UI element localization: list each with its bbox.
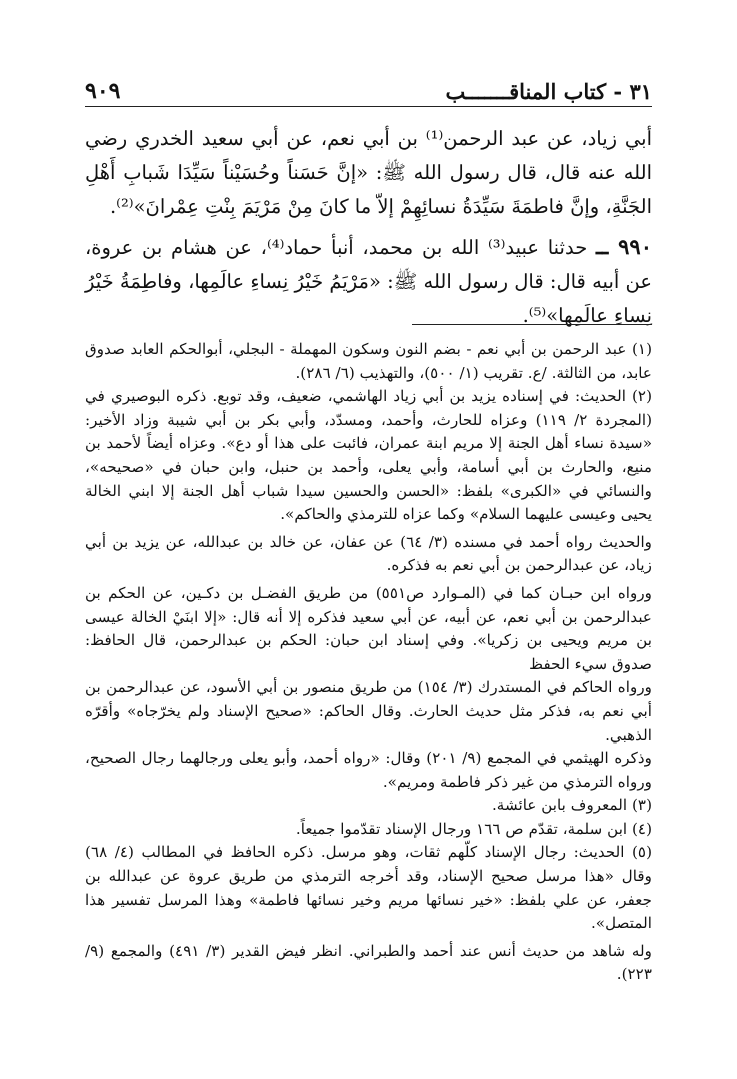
hadith-number: ٩٩٠ ــ — [596, 234, 652, 259]
hadith-text: حدثنا عبيد⁽³⁾ الله بن محمد، أنبأ حماد⁽⁴⁾، عن هشام بن عروة، عن أبيه قال: قال رسول الله ﷺ: «مَرْيَمُ خَيْرُ نِساءِ عالَمِها، وفاطِمَةُ خَيْرُ نِساءِ عالَمِها»⁽⁵⁾. — [85, 236, 652, 327]
page-number: ٩٠٩ — [85, 78, 121, 104]
main-paragraph-1: أبي زياد، عن عبد الرحمن⁽¹⁾ بن أبي نعم، عن أبي سعيد الخدري رضي الله عنه قال، قال رسول الله ﷺ: «إنَّ حَسَناً وحُسَيْناً سَيِّدَا شَبابِ أَهْلِ الجَنَّةِ، وإنَّ فاطمَةَ سَيِّدَةُ نسائِهِمْ إلاّ ما كانَ مِنْ مَرْيَمَ بِنْتِ عِمْرانَ»⁽²⁾. — [85, 127, 653, 218]
footnote-divider — [412, 324, 652, 325]
footnote-4: (٤) ابن سلمة، تقدّم ص ١٦٦ ورجال الإسناد تقدّموا جميعاً. — [295, 819, 652, 838]
chapter-title: ٣١ - كتاب المناقـــــــب — [445, 79, 652, 104]
footnote-5-shahid: وله شاهد من حديث أنس عند أحمد والطبراني. انظر فيض القدير (٣/ ٤٩١) والمجمع (٩/ ٢٢٣). — [85, 941, 652, 984]
footnote-2-hakim: ورواه الحاكم في المستدرك (٣/ ١٥٤) من طريق منصور بن أبي الأسود، عن عبدالرحمن بن أبي نعم به، فذكر مثل حديث الحارث. وقال الحاكم: «صحيح الإسناد ولم يخرّجاه» وأقرّه الذهبي. — [85, 678, 652, 744]
running-header — [85, 70, 652, 107]
footnote-1: (١) عبد الرحمن بن أبي نعم - بضم النون وسكون المهملة - البجلي، أبوالحكم العابد صدوق عابد، من الثالثة. /ع. تقريب (١/ ٥٠٠)، والتهذيب (٦/ ٢٨٦). — [85, 340, 652, 382]
footnote-2-haythami: وذكره الهيثمي في المجمع (٩/ ٢٠١) وقال: «رواه أحمد، وأبو يعلى ورجالهما رجال الصحيح، ورواه الترمذي من غير ذكر فاطمة ومريم». — [85, 749, 652, 791]
footnote-2-musnad: والحديث رواه أحمد في مسنده (٣/ ٦٤) عن عفان، عن خالد بن عبدالله، عن يزيد بن أبي زياد، عن عبدالرحمن بن أبي نعم به فذكره. — [85, 532, 653, 575]
footnotes — [85, 338, 652, 987]
footnote-5: (٥) الحديث: رجال الإسناد كلّهم ثقات، وهو مرسل. ذكره الحافظ في المطالب (٤/ ٦٨) وقال «هذا مرسل صحيح الإسناد، وقد أخرجه الترمذي من طريق عروة عن عبدالله بن جعفر، عن علي بلفظ: «خير نسائها مريم وخير نسائها فاطمة» وهذا المرسل تفسير هذا المتصل». — [85, 843, 652, 933]
main-text — [85, 122, 652, 333]
footnote-3: (٣) المعروف بابن عائشة. — [491, 796, 652, 815]
footnote-2-ibn-hibban: ورواه ابن حبـان كما في (المـوارد ص٥٥١) من طريق الفضـل بن دكـين، عن الحكم بن عبدالرحمن بن أبي نعم، عن أبيه، عن أبي سعيد فذكره إلا أنه قال: «إلا ابنَيْ الخالة عيسى بن مريم ويحيى بن زكريا». وفي إسناد ابن حبان: الحكم بن عبدالرحمن، قال الحافظ: صدوق سيء الحفظ — [85, 583, 652, 673]
footnote-2: (٢) الحديث: في إسناده يزيد بن أبي زياد الهاشمي، ضعيف، وقد توبع. ذكره البوصيري في (المجردة ٢/ ١١٩) وعزاه للحارث، وأحمد، ومسدّد، وأبي بكر بن أبي شيبة وزاد الأخير: «سيدة نساء أهل الجنة إلا مريم ابنة عمران، فائبت على هذا أو دع». وعزاه أيضاً لأحمد بن منيع، والحارث بن أبي أسامة، وأبي يعلى، وأحمد بن حنبل، وابن حبان في «صحيحه»، والنسائي في «الكبرى» بلفظ: «الحسن والحسين سيدا شباب أهل الجنة إلا ابني الخالة يحيى وعيسى عليهما السلام» وكما عزاه للترمذي والحاكم». — [85, 387, 652, 524]
hadith-990 — [85, 230, 652, 333]
